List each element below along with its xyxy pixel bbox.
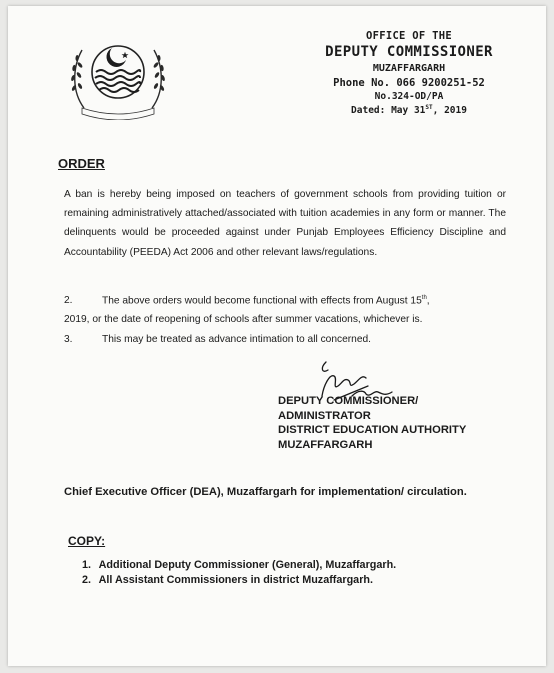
office-phone: Phone No. 066 9200251-52	[333, 77, 485, 89]
order-item-3-number: 3.	[64, 334, 73, 345]
copy-item: 2. All Assistant Commissioners in district Muzaffargarh.	[82, 574, 373, 586]
punjab-seal-icon	[62, 28, 174, 120]
order-paragraph-1: A ban is hereby being imposed on teachers of government schools from providing tuition or remaining administratively attached/associated with tuition academies in any form or manner. The delinquents would be proceeded against under Punjab Employees Efficiency Discipline and Accountability (PEEDA) Act 2006 and other relevant laws/regulations.	[64, 189, 506, 258]
order-item-2: 2. The above orders would become functional with effects from August 15th, 2019, or the date of reopening of schools after summer vacations, whichever is.	[64, 289, 506, 329]
order-item-2-continued: 2019, or the date of reopening of schools after summer vacations, whichever is.	[64, 314, 423, 326]
signatory-block	[278, 394, 466, 452]
office-of-label: OFFICE OF THE	[365, 30, 453, 42]
copy-list	[82, 558, 396, 588]
copy-item: 1. Additional Deputy Commissioner (General), Muzaffargarh.	[82, 559, 397, 571]
office-district: MUZAFFARGARH	[372, 63, 446, 74]
signatory-line-4: MUZAFFARGARH	[278, 438, 373, 451]
office-letterhead	[294, 30, 524, 116]
reference-number: No.324-OD/PA	[374, 91, 444, 102]
order-item-2-number: 2.	[64, 295, 73, 307]
signatory-line-1: DEPUTY COMMISSIONER/	[278, 395, 419, 407]
office-title: DEPUTY COMMISSIONER	[325, 44, 493, 60]
order-heading: ORDER	[58, 156, 105, 171]
recipient-line: Chief Executive Officer (DEA), Muzaffargarh for implementation/ circulation.	[64, 486, 467, 498]
signatory-line-3: DISTRICT EDUCATION AUTHORITY	[278, 424, 467, 436]
order-item-3: 3. This may be treated as advance intimation to all concerned.	[64, 330, 506, 349]
letter-date: Dated: May 31ST, 2019	[351, 104, 467, 117]
copy-heading: COPY:	[68, 534, 106, 548]
signatory-line-2: ADMINISTRATOR	[278, 409, 371, 422]
document-page	[8, 6, 546, 666]
